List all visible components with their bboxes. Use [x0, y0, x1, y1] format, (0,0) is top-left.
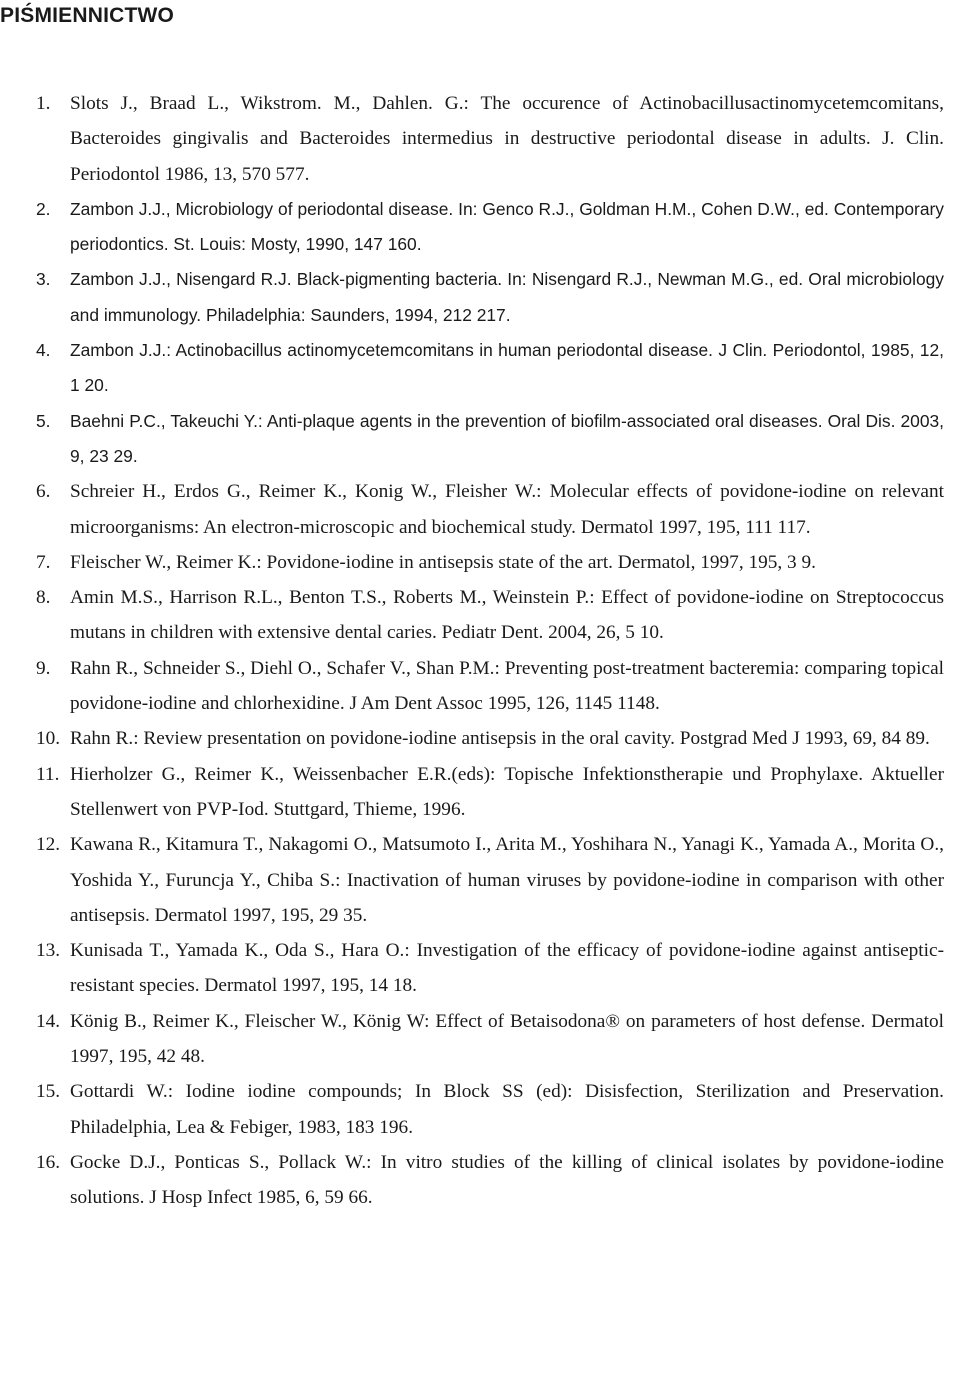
reference-number: 1.: [36, 93, 51, 114]
reference-number: 3.: [36, 269, 51, 290]
reference-number: 2.: [36, 198, 51, 219]
reference-item-8: [0, 580, 952, 651]
reference-number: 13.: [36, 940, 61, 962]
reference-text: Kawana R., Kitamura T., Nakagomi O., Matsumoto I., Arita M., Yoshihara N., Yanagi K., Yamada A., Morita O., Yoshida Y., Furuncja Y., Chiba S.: Inactivation of human viruses by povidone-iodine in comparison with other antisepsis. Dermatol 1997, 195, 29 35.: [70, 834, 944, 926]
reference-item-13: [0, 933, 952, 1004]
reference-text: Hierholzer G., Reimer K., Weissenbacher E.R.(eds): Topische Infektionstherapie und Prophylaxe. Aktueller Stellenwert von PVP-Iod. Stuttgard, Thieme, 1996.: [70, 763, 944, 820]
reference-number: 15.: [36, 1081, 61, 1103]
reference-item-15: [0, 1074, 952, 1145]
reference-item-11: [0, 757, 952, 828]
reference-item-16: [0, 1145, 952, 1216]
reference-number: 5.: [36, 410, 51, 431]
reference-number: 4.: [36, 340, 51, 361]
reference-number: 12.: [36, 834, 61, 856]
reference-item-1: [0, 86, 952, 192]
reference-list: [0, 86, 960, 1216]
reference-number: 11.: [36, 763, 60, 785]
reference-item-5: [0, 404, 952, 475]
reference-item-2: [0, 192, 952, 263]
reference-text: Zambon J.J., Nisengard R.J. Black-pigmenting bacteria. In: Nisengard R.J., Newman M.G., ed. Oral microbiology and immunology. Philadelphia: Saunders, 1994, 212 217.: [70, 269, 944, 325]
reference-item-14: [0, 1004, 952, 1075]
reference-text: Gottardi W.: Iodine iodine compounds; In Block SS (ed): Disisfection, Sterilization and Preservation. Philadelphia, Lea & Febiger, 1983, 183 196.: [70, 1081, 944, 1138]
reference-text: König B., Reimer K., Fleischer W., König W: Effect of Betaisodona® on parameters of host defense. Dermatol 1997, 195, 42 48.: [70, 1010, 944, 1068]
reference-number: 16.: [36, 1151, 61, 1173]
reference-number: 6.: [36, 481, 51, 503]
reference-number: 8.: [36, 587, 51, 609]
reference-item-12: [0, 827, 952, 933]
reference-text: Amin M.S., Harrison R.L., Benton T.S., Roberts M., Weinstein P.: Effect of povidone-iodine on Streptococcus mutans in children with extensive dental caries. Pediatr Dent. 2004, 26, 5 10.: [70, 587, 944, 644]
reference-item-10: [0, 721, 952, 756]
reference-number: 14.: [36, 1010, 61, 1032]
reference-item-4: [0, 333, 952, 404]
reference-text: Zambon J.J.: Actinobacillus actinomycetemcomitans in human periodontal disease. J Clin. Periodontol, 1985, 12, 1 20.: [70, 340, 944, 396]
reference-item-9: [0, 651, 952, 722]
reference-item-6: [0, 474, 952, 545]
reference-text: Schreier H., Erdos G., Reimer K., Konig W., Fleisher W.: Molecular effects of povidone-iodine on relevant microorganisms: An electron-microscopic and biochemical study. Dermatol 1997, 195, 111 117.: [70, 481, 944, 538]
reference-number: 7.: [36, 551, 51, 573]
reference-number: 10.: [36, 728, 61, 750]
reference-number: 9.: [36, 657, 51, 679]
reference-item-3: [0, 262, 952, 333]
reference-text: Baehni P.C., Takeuchi Y.: Anti-plaque agents in the prevention of biofilm-associated oral diseases. Oral Dis. 2003, 9, 23 29.: [70, 410, 944, 466]
reference-text: Rahn R., Schneider S., Diehl O., Schafer V., Shan P.M.: Preventing post-treatment bacteremia: comparing topical povidone-iodine and chlorhexidine. J Am Dent Assoc 1995, 126, 1145 1148.: [70, 657, 944, 715]
reference-text: Rahn R.: Review presentation on povidone-iodine antisepsis in the oral cavity. Postgrad Med J 1993, 69, 84 89.: [70, 728, 930, 750]
page-heading: PIŚMIENNICTWO: [0, 4, 175, 27]
reference-text: Slots J., Braad L., Wikstrom. M., Dahlen. G.: The occurence of Actinobacillusactinomycetemcomitans, Bacteroides gingivalis and Bacteroides intermedius in destructive periodontal disease in adults. J. Clin. Periodontol 1986, 13, 570 577.: [70, 93, 944, 185]
reference-text: Zambon J.J., Microbiology of periodontal disease. In: Genco R.J., Goldman H.M., Cohen D.W., ed. Contemporary periodontics. St. Louis: Mosty, 1990, 147 160.: [70, 198, 944, 255]
reference-text: Fleischer W., Reimer K.: Povidone-iodine in antisepsis state of the art. Dermatol, 1997, 195, 3 9.: [70, 551, 816, 573]
reference-text: Gocke D.J., Ponticas S., Pollack W.: In vitro studies of the killing of clinical isolates by povidone-iodine solutions. J Hosp Infect 1985, 6, 59 66.: [70, 1151, 944, 1209]
reference-item-7: [0, 545, 952, 580]
reference-text: Kunisada T., Yamada K., Oda S., Hara O.: Investigation of the efficacy of povidone-iodine against antiseptic-resistant species. Dermatol 1997, 195, 14 18.: [70, 940, 944, 997]
